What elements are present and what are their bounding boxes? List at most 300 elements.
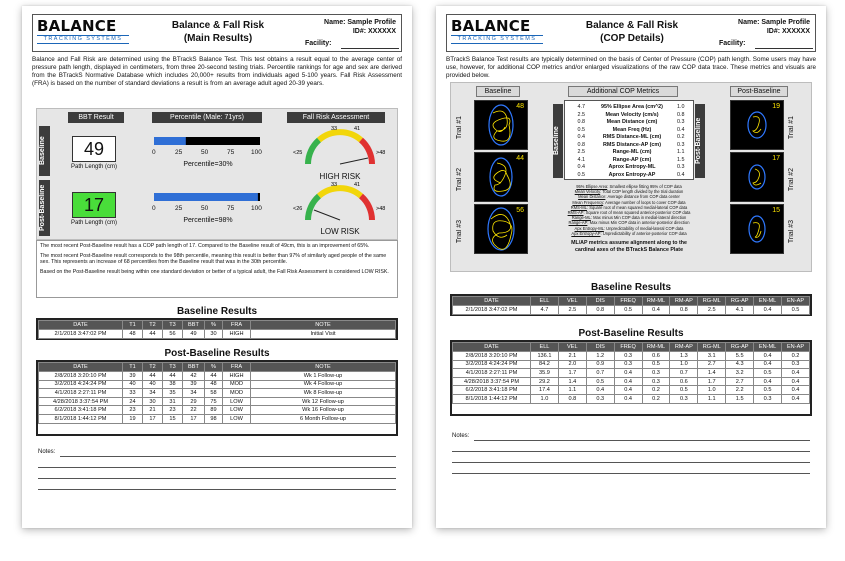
tick-50: 50 [201, 205, 209, 212]
definition-term: Range-AP [568, 220, 588, 226]
baseline-metric-value: 0.4 [577, 134, 585, 140]
table-cell: 39 [123, 372, 143, 381]
column-header: RM-ML [642, 297, 670, 306]
table-header-row [39, 363, 396, 372]
table-cell: 0.3 [782, 360, 810, 369]
baseline-trace-3 [474, 204, 528, 254]
logo-text: BALANCE [451, 17, 531, 35]
baseline-metric-value: 0.8 [577, 141, 585, 148]
profile-name: Name: Sample Profile [324, 19, 396, 26]
summary-paragraph-3: Based on the Post-Baseline result being within one standard deviation or better of a typical adult, the Fall Risk Assessment is considered LOW RISK. [40, 268, 389, 275]
table-cell: 4/1/2018 2:27:11 PM [453, 369, 531, 378]
baseline-results-title: Baseline Results [176, 306, 258, 317]
table-row [39, 389, 396, 398]
table-cell: 84.2 [531, 360, 559, 369]
metric-row [565, 142, 693, 149]
profile-name: Name: Sample Profile [738, 19, 810, 26]
panel-title-percentile: Percentile (Male: 71yrs) [152, 112, 262, 123]
definition-text: : Smallest ellipse fitting 95% of COP data [607, 184, 682, 189]
column-header: FREQ [614, 297, 642, 306]
table-header-row [453, 297, 810, 306]
table-cell: 3/2/2018 4:24:24 PM [39, 380, 123, 389]
table-cell: 2/1/2018 3:47:02 PM [39, 330, 123, 339]
balance-logo [451, 18, 551, 48]
post-results-title: Post-Baseline Results [578, 328, 684, 339]
baseline-bbt-value: 49 [72, 136, 116, 162]
table-cell: 17.4 [531, 386, 559, 395]
label-post-baseline: Post-Baseline [695, 104, 705, 178]
table-cell: LOW [223, 406, 251, 415]
table-cell: 29 [183, 397, 205, 406]
trace-value: 17 [772, 155, 780, 162]
notes-line [452, 451, 810, 452]
table-row [39, 397, 396, 406]
facility-line [341, 48, 399, 49]
table-cell: 0.4 [754, 377, 782, 386]
table-cell: 2.1 [558, 352, 586, 361]
page-title [557, 19, 707, 45]
column-header: DATE [39, 321, 123, 330]
profile-info [324, 18, 396, 36]
table-cell: 1.0 [670, 360, 698, 369]
trace-value: 19 [772, 103, 780, 110]
table-cell: 0.5 [642, 360, 670, 369]
table-cell: 22 [183, 406, 205, 415]
baseline-scale [152, 149, 268, 158]
results-summary [36, 240, 398, 298]
tick-25: 25 [175, 149, 183, 156]
metric-name: RMS Distance-ML (cm) [602, 134, 662, 140]
table-cell: HIGH [223, 330, 251, 339]
table-cell: 23 [123, 406, 143, 415]
table-cell: 0.3 [670, 394, 698, 403]
table-row [39, 372, 396, 381]
table-cell: 0.5 [586, 377, 614, 386]
table-cell: 34 [183, 389, 205, 398]
table-cell: 0.4 [642, 306, 670, 315]
title-line-2: (COP Details) [600, 33, 664, 44]
profile-info [738, 18, 810, 36]
definition-text: : Square root of mean squared medial-lateral COP data [586, 204, 688, 210]
baseline-path-caption: Path Length (cm) [70, 164, 118, 170]
table-cell: 4.7 [531, 306, 559, 315]
table-header-row [453, 343, 810, 352]
facility-line [755, 48, 813, 49]
notes-line [474, 440, 810, 441]
definition-text: : Average distance from COP data center [605, 194, 680, 200]
table-cell: 40 [123, 380, 143, 389]
metric-name: Aprox Entropy-AP [608, 171, 656, 178]
trial-label-3: Trial #3 [788, 220, 795, 244]
baseline-metric-value: 4.7 [577, 104, 585, 110]
table-row [453, 377, 810, 386]
tick-100: 100 [251, 149, 262, 156]
panel-title-bbt: BBT Result [68, 112, 124, 123]
baseline-cop-table [452, 296, 810, 315]
panel-title-metrics: Additional COP Metrics [568, 86, 678, 97]
post-trace-1 [730, 100, 784, 150]
table-cell: 3/2/2018 4:24:24 PM [453, 360, 531, 369]
table-cell: 0.3 [642, 369, 670, 378]
notes-line [38, 489, 396, 490]
post-metric-value: 0.3 [677, 141, 685, 148]
baseline-metric-value: 2.5 [577, 111, 585, 118]
table-cell: 1.3 [670, 352, 698, 361]
table-cell: Wk 1 Follow-up [251, 372, 396, 381]
table-cell: MOD [223, 380, 251, 389]
table-cell: 3.2 [726, 369, 754, 378]
post-metric-value: 1.5 [677, 156, 685, 163]
table-cell: 0.9 [586, 360, 614, 369]
table-cell: 5.5 [726, 352, 754, 361]
table-cell: 0.5 [614, 306, 642, 315]
gauge-label-low: <25 [293, 150, 303, 156]
table-cell: 0.4 [586, 386, 614, 395]
trace-value: 56 [516, 207, 524, 214]
notes-line [38, 478, 396, 479]
notes-line [38, 467, 396, 468]
table-cell: 6 Month Follow-up [251, 414, 396, 423]
table-cell: 1.1 [558, 386, 586, 395]
summary-paragraph-1: The most recent Post-Baseline result has a COP path length of 17. Compared to the Baseline result of 49cm, this is an improvement of 65%. [40, 243, 370, 249]
definition-text: : Square root of mean squared anterior-posterior COP data [583, 210, 691, 216]
page-header [446, 14, 816, 52]
post-metric-value: 0.2 [677, 134, 685, 140]
table-cell: 4.3 [726, 360, 754, 369]
table-cell: 0.7 [670, 369, 698, 378]
metric-row [565, 127, 693, 134]
table-cell: 30 [143, 397, 163, 406]
main-results-page [22, 6, 412, 528]
table-cell: 2/8/2018 3:20:10 PM [453, 352, 531, 361]
logo-text: BALANCE [37, 17, 117, 35]
table-cell: 0.4 [754, 352, 782, 361]
column-header: DATE [453, 297, 531, 306]
table-cell: 0.4 [782, 369, 810, 378]
table-cell: 42 [183, 372, 205, 381]
table-cell: 48 [205, 380, 223, 389]
table-row [453, 306, 810, 315]
table-cell: 0.7 [586, 369, 614, 378]
notes-label: Notes: [452, 433, 470, 439]
table-cell: 19 [123, 414, 143, 423]
title-line-1: Balance & Fall Risk [585, 20, 679, 31]
metric-name: Mean Freq (Hz) [612, 126, 652, 133]
column-header: RG-AP [726, 343, 754, 352]
table-cell: 44 [143, 330, 163, 339]
panel-title-post: Post-Baseline [730, 86, 788, 97]
table-cell: 0.6 [670, 377, 698, 386]
post-metric-value: 0.3 [677, 119, 685, 125]
column-header: T2 [143, 321, 163, 330]
table-cell: 31 [163, 397, 183, 406]
baseline-metric-value: 0.8 [577, 119, 585, 125]
page-header [32, 14, 402, 52]
baseline-percentile-text: Percentile=30% [183, 161, 233, 168]
tick-25: 25 [175, 205, 183, 212]
post-scale [152, 205, 268, 214]
trial-label-2: Trial #2 [456, 168, 463, 192]
table-cell: 2/8/2018 3:20:10 PM [39, 372, 123, 381]
column-header: RM-ML [642, 343, 670, 352]
post-metric-value: 1.0 [677, 104, 685, 110]
post-cop-table [452, 342, 810, 404]
definition-term: Mean Frequency [572, 199, 604, 205]
gauge-needle [340, 158, 368, 164]
table-cell: 1.5 [726, 394, 754, 403]
tick-0: 0 [152, 205, 156, 212]
table-cell: 0.4 [754, 360, 782, 369]
table-cell: 0.5 [754, 386, 782, 395]
tick-75: 75 [227, 205, 235, 212]
table-cell: 98 [205, 414, 223, 423]
table-cell: 15 [163, 414, 183, 423]
mlap-note-line-1: ML/AP metrics assume alignment along to the [571, 240, 687, 246]
table-row [453, 352, 810, 361]
table-cell: 0.3 [754, 394, 782, 403]
metric-name: Aprox Entropy-ML [608, 164, 656, 170]
column-header: T1 [123, 321, 143, 330]
table-cell: Initial Visit [251, 330, 396, 339]
gauge-label-41: 41 [354, 182, 361, 188]
table-cell: 0.5 [754, 369, 782, 378]
label-baseline: Baseline [39, 126, 50, 176]
metric-name: RMS Distance-AP (cm) [602, 141, 661, 148]
table-cell: 38 [163, 380, 183, 389]
definition-text: : Unpredictability of anterior-posterior COP data [600, 230, 687, 236]
table-cell: 1.0 [698, 386, 726, 395]
table-cell: 0.2 [782, 352, 810, 361]
table-row [39, 330, 396, 339]
table-cell: 1.4 [558, 377, 586, 386]
cop-metrics-table [564, 100, 694, 180]
table-cell: 0.4 [782, 386, 810, 395]
table-cell: 0.8 [670, 306, 698, 315]
metric-row [565, 134, 693, 141]
table-row [453, 369, 810, 378]
column-header: EN-ML [754, 297, 782, 306]
metric-row [565, 157, 693, 164]
title-line-2: (Main Results) [183, 33, 253, 44]
table-cell: 0.4 [782, 394, 810, 403]
trial-label-1: Trial #1 [788, 116, 795, 140]
baseline-metric-value: 0.4 [577, 164, 585, 170]
metric-row [565, 104, 693, 111]
trace-value: 48 [516, 103, 524, 110]
table-cell: 2.0 [558, 360, 586, 369]
table-cell: 8/1/2018 1:44:12 PM [39, 414, 123, 423]
table-cell: 39 [183, 380, 205, 389]
definition-term: Range-ML [571, 215, 591, 221]
column-header: T3 [163, 363, 183, 372]
table-cell: Wk 8 Follow-up [251, 389, 396, 398]
column-header: DATE [39, 363, 123, 372]
cop-details-page [436, 6, 826, 528]
table-cell: HIGH [223, 372, 251, 381]
intro-paragraph: BTrackS Balance Test results are typically determined on the basis of Center of Pressure (COP) path length. Some users may have use, however, for additional COP metrics and/or enlarged visualizations of the raw COP data trace. These metrics and visuals are provided below. [446, 56, 816, 79]
table-cell: 1.4 [698, 369, 726, 378]
table-row [39, 414, 396, 423]
trial-label-2: Trial #2 [788, 168, 795, 192]
definition-text: : Unpredictability of medial-lateral COP data [603, 225, 684, 231]
column-header: BBT [183, 321, 205, 330]
mlap-note-line-2: cardinal axes of the BTrackS Balance Plate [574, 247, 684, 253]
table-cell: 24 [123, 397, 143, 406]
table-cell: LOW [223, 414, 251, 423]
table-cell: 0.3 [586, 394, 614, 403]
definition-term: 95% Ellipse Area [576, 184, 608, 189]
table-cell: 2.7 [698, 360, 726, 369]
table-cell: 75 [205, 397, 223, 406]
logo-subtext: TRACKING SYSTEMS [451, 35, 543, 44]
post-results-table [38, 362, 396, 424]
column-header: RM-AP [670, 297, 698, 306]
metric-row [565, 149, 693, 156]
table-cell: 89 [205, 406, 223, 415]
label-baseline: Baseline [553, 104, 563, 178]
table-row [453, 386, 810, 395]
table-header-row [39, 321, 396, 330]
column-header: DATE [453, 343, 531, 352]
table-cell: 0.3 [642, 377, 670, 386]
profile-id: ID#: XXXXXX [352, 28, 396, 35]
table-cell: 58 [205, 389, 223, 398]
table-cell: 4/28/2018 3:37:54 PM [453, 377, 531, 386]
tick-75: 75 [227, 149, 235, 156]
table-cell: 2.2 [726, 386, 754, 395]
bar-fill [154, 137, 186, 145]
notes-line [452, 473, 810, 474]
table-cell: 6/2/2018 3:41:18 PM [453, 386, 531, 395]
column-header: FREQ [614, 343, 642, 352]
table-cell: 17 [183, 414, 205, 423]
metric-name: Mean Distance (cm) [606, 119, 658, 125]
table-cell: 4/28/2018 3:37:54 PM [39, 397, 123, 406]
trace-value: 15 [772, 207, 780, 214]
baseline-trace-1 [474, 100, 528, 150]
column-header: FRA [223, 363, 251, 372]
metric-name: Range-AP (cm) [612, 156, 652, 163]
table-cell: 0.5 [782, 306, 810, 315]
column-header: RG-AP [726, 297, 754, 306]
metric-row [565, 119, 693, 126]
column-header: ELL [531, 297, 559, 306]
baseline-trace-2 [474, 152, 528, 202]
post-metric-value: 0.4 [677, 171, 685, 178]
column-header: DIS [586, 297, 614, 306]
baseline-metric-value: 4.1 [577, 156, 585, 163]
table-cell: 8/1/2018 1:44:12 PM [453, 394, 531, 403]
post-risk-text: LOW RISK [320, 227, 360, 236]
column-header: EN-ML [754, 343, 782, 352]
baseline-metric-value: 0.5 [577, 171, 585, 178]
gauge-label-high: >48 [376, 150, 386, 156]
label-post-baseline: Post-Baseline [39, 180, 50, 236]
definition-text: : Max minus Min COP data in medial-lateral direction [590, 215, 687, 221]
table-cell: 1.0 [531, 394, 559, 403]
table-cell: 6/2/2018 3:41:18 PM [39, 406, 123, 415]
table-cell: 0.6 [642, 352, 670, 361]
table-cell: 3.1 [698, 352, 726, 361]
notes-line [452, 462, 810, 463]
post-trace-3 [730, 204, 784, 254]
table-row [453, 360, 810, 369]
definition-term: Mean Velocity [574, 189, 601, 195]
table-cell: 44 [163, 372, 183, 381]
profile-id: ID#: XXXXXX [766, 28, 810, 35]
mlap-note [554, 240, 704, 254]
metric-name: Range-ML (cm) [612, 149, 652, 155]
table-cell: Wk 12 Follow-up [251, 397, 396, 406]
table-row [39, 380, 396, 389]
trace-value: 44 [516, 155, 524, 162]
gauge-label-33: 33 [331, 126, 338, 132]
definition-text: : Average number of loops to cover COP data [603, 199, 686, 205]
baseline-metric-value: 2.5 [577, 149, 585, 155]
gauge-label-41: 41 [354, 126, 361, 132]
table-cell: 23 [163, 406, 183, 415]
table-cell: 30 [205, 330, 223, 339]
post-results-title: Post-Baseline Results [164, 348, 270, 359]
table-cell: 0.4 [614, 394, 642, 403]
post-metric-value: 0.4 [677, 126, 685, 133]
gauge-label-33: 33 [331, 182, 338, 188]
post-percentile-bar [154, 190, 264, 204]
trial-label-3: Trial #3 [456, 220, 463, 244]
column-header: EN-AP [782, 343, 810, 352]
table-cell: 1.7 [698, 377, 726, 386]
column-header: T3 [163, 321, 183, 330]
tick-0: 0 [152, 149, 156, 156]
post-metric-value: 1.1 [677, 149, 685, 155]
tick-50: 50 [201, 149, 209, 156]
column-header: NOTE [251, 363, 396, 372]
table-cell: 2.5 [558, 306, 586, 315]
table-cell: 35 [163, 389, 183, 398]
table-cell: 2.5 [698, 306, 726, 315]
table-cell: 0.4 [782, 377, 810, 386]
definition-term: Apx Entropy-AP [571, 230, 601, 236]
table-cell: 21 [143, 406, 163, 415]
gauge-needle [314, 210, 340, 220]
table-cell: 44 [205, 372, 223, 381]
metric-definitions [554, 184, 704, 236]
table-cell: 0.4 [614, 386, 642, 395]
notes-line [60, 456, 396, 457]
facility-label: Facility: [305, 40, 332, 47]
balance-logo [37, 18, 137, 48]
summary-paragraph-2: The most recent Post-Baseline result corresponds to the 98th percentile, meaning this result is better than 97% of similarly aged people of the same sex. This represents an increase of 68 percentiles from the Baseline result that was in the 30th percentile. [40, 252, 387, 266]
notes-label: Notes: [38, 449, 56, 455]
table-cell: 40 [143, 380, 163, 389]
baseline-metric-value: 0.5 [577, 126, 585, 133]
column-header: % [205, 363, 223, 372]
definition-term: RMS-AP [567, 210, 584, 216]
table-cell: 49 [183, 330, 205, 339]
trial-label-1: Trial #1 [456, 116, 463, 140]
metric-row [565, 172, 693, 179]
baseline-percentile-bar [154, 134, 264, 148]
definition-line [554, 231, 704, 236]
definition-text: : Total COP length divided by the trial duration [600, 189, 684, 195]
table-cell: Wk 16 Follow-up [251, 406, 396, 415]
metric-name: Mean Velocity (cm/s) [605, 111, 659, 118]
table-cell: 17 [143, 414, 163, 423]
table-cell: 2.7 [726, 377, 754, 386]
table-cell: MOD [223, 389, 251, 398]
column-header: T1 [123, 363, 143, 372]
post-metric-value: 0.3 [677, 164, 685, 170]
